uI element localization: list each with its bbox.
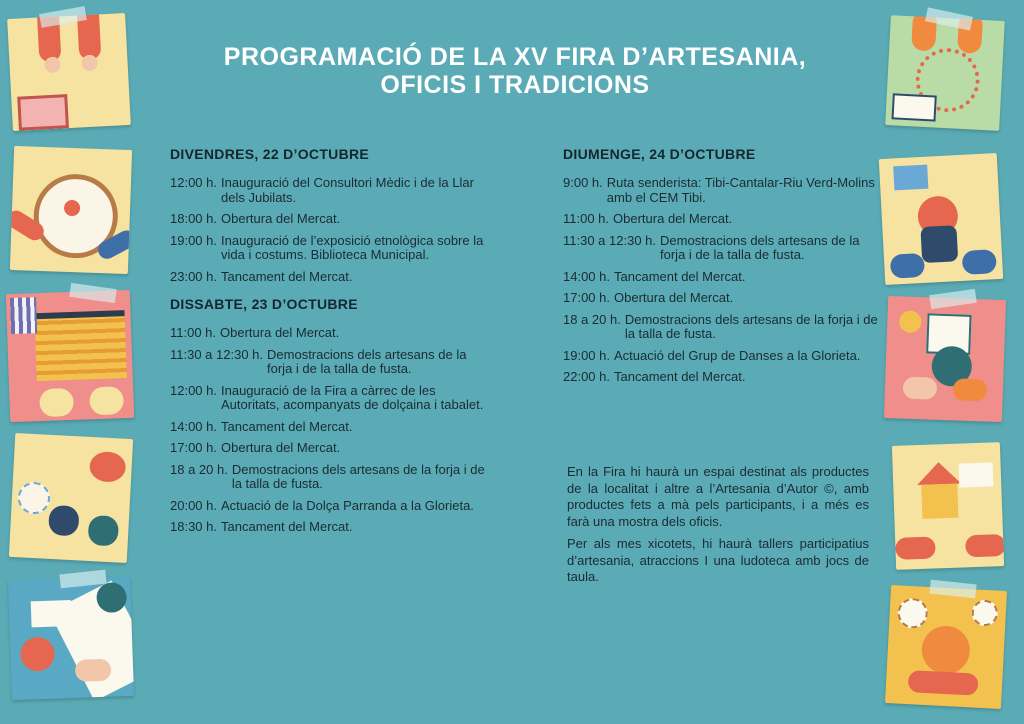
event-description: Actuació de la Dolça Parranda a la Glorieta.	[221, 497, 474, 513]
title-line-1: PROGRAMACIÓ DE LA XV FIRA D’ARTESANIA,	[223, 43, 807, 71]
pastry-making-icon	[885, 585, 1007, 709]
event-description: Demostracions dels artesans de la forja i de la talla de fusta.	[267, 346, 467, 376]
hands-painting-icon	[7, 13, 131, 131]
event-item	[563, 370, 883, 385]
event-description: Demostracions dels artesans de la forja i de la talla de fusta.	[660, 232, 860, 262]
event-time: 20:00 h.	[170, 497, 217, 513]
event-time: 12:00 h.	[170, 175, 217, 190]
page-title	[150, 43, 880, 99]
event-time: 18 a 20 h.	[563, 311, 621, 327]
event-time: 18 a 20 h.	[170, 461, 228, 477]
day-heading: DIUMENGE, 24 D’OCTUBRE	[563, 146, 756, 162]
event-item	[563, 349, 883, 364]
event-description: Tancament del Mercat.	[221, 418, 353, 434]
embroidery-hoop-icon	[10, 146, 132, 274]
event-time: 18:30 h.	[170, 519, 217, 534]
day-friday	[170, 146, 490, 284]
event-item	[170, 270, 490, 285]
event-item	[170, 348, 490, 377]
event-item	[170, 420, 490, 435]
schedule-right-column	[563, 146, 883, 397]
event-description: Demostracions dels artesans de la forja i de la talla de fusta.	[231, 461, 485, 491]
event-description: Obertura del Mercat.	[221, 211, 341, 226]
event-time: 17:00 h.	[170, 440, 217, 455]
event-time: 9:00 h.	[563, 175, 603, 190]
event-description: Tancament del Mercat.	[221, 519, 353, 534]
note-paragraph: En la Fira hi haurà un espai destinat als productes de la localitat i altre a l’Artesania d’Autor ©, amb productes fets a mà pels participants, i a més es farà una mostra dels oficis.	[567, 464, 869, 529]
event-item	[170, 499, 490, 514]
fair-notes	[567, 464, 869, 592]
event-item	[170, 441, 490, 456]
event-time: 11:00 h.	[563, 211, 610, 226]
event-item	[170, 384, 490, 413]
event-item	[170, 520, 490, 535]
event-time: 23:00 h.	[170, 268, 217, 284]
event-description: Tancament del Mercat.	[614, 268, 746, 284]
event-time: 22:00 h.	[563, 369, 610, 384]
event-time: 14:00 h.	[170, 418, 217, 434]
event-time: 11:00 h.	[170, 325, 217, 340]
beading-hands-icon	[885, 15, 1005, 131]
event-item	[170, 326, 490, 341]
event-description: Obertura del Mercat.	[221, 440, 341, 455]
event-description: Obertura del Mercat.	[614, 290, 734, 305]
pottery-hands-icon	[884, 296, 1006, 422]
event-description: Inauguració de la Fira a càrrec de les Autoritats, acompanyats de dolçaina i tabalet.	[221, 382, 484, 412]
painting-palette-icon	[8, 576, 134, 700]
teddy-bear-sewing-icon	[879, 153, 1003, 285]
event-description: Demostracions dels artesans de la forja i de la talla de fusta.	[624, 311, 878, 341]
event-description: Inauguració del Consultori Mèdic i de la Llar dels Jubilats.	[221, 175, 474, 205]
day-heading: DISSABTE, 23 D’OCTUBRE	[170, 296, 358, 312]
event-item	[563, 291, 883, 306]
house-painting-icon	[892, 442, 1004, 570]
event-item	[170, 212, 490, 227]
event-time: 14:00 h.	[563, 268, 610, 284]
event-time: 17:00 h.	[563, 290, 610, 305]
event-time: 19:00 h.	[170, 232, 217, 248]
event-item	[563, 313, 883, 342]
event-description: Tancament del Mercat.	[614, 369, 746, 384]
note-paragraph: Per als mes xicotets, hi haurà tallers participatius d’artesania, atraccions I una ludoteca amb jocs de taula.	[567, 536, 869, 584]
schedule-left-column	[170, 146, 490, 547]
event-description: Ruta senderista: Tibi-Cantalar-Riu Verd-Molins amb el CEM Tibi.	[606, 175, 875, 205]
event-item	[170, 463, 490, 492]
event-item	[170, 234, 490, 263]
event-time: 19:00 h.	[563, 347, 610, 363]
event-description: Actuació del Grup de Danses a la Glorieta.	[614, 347, 861, 363]
event-description: Tancament del Mercat.	[221, 268, 353, 284]
event-item	[563, 234, 883, 263]
weaving-loom-icon	[6, 290, 134, 422]
title-line-2: OFICIS I TRADICIONS	[380, 71, 650, 99]
day-heading: DIVENDRES, 22 D’OCTUBRE	[170, 146, 370, 162]
event-description: Inauguració de l’exposició etnològica sobre la vida i costums. Biblioteca Municipal.	[221, 232, 484, 262]
event-time: 18:00 h.	[170, 211, 217, 226]
event-description: Obertura del Mercat.	[220, 325, 340, 340]
event-item	[563, 212, 883, 227]
event-time: 11:30 a 12:30 h.	[170, 346, 264, 362]
event-item	[563, 176, 883, 205]
event-time: 12:00 h.	[170, 382, 217, 398]
event-item	[170, 176, 490, 205]
event-time: 11:30 a 12:30 h.	[563, 232, 657, 248]
day-saturday	[170, 296, 490, 535]
day-sunday	[563, 146, 883, 385]
event-description: Obertura del Mercat.	[613, 211, 733, 226]
event-item	[563, 270, 883, 285]
crafting-hands-icon	[9, 433, 133, 563]
